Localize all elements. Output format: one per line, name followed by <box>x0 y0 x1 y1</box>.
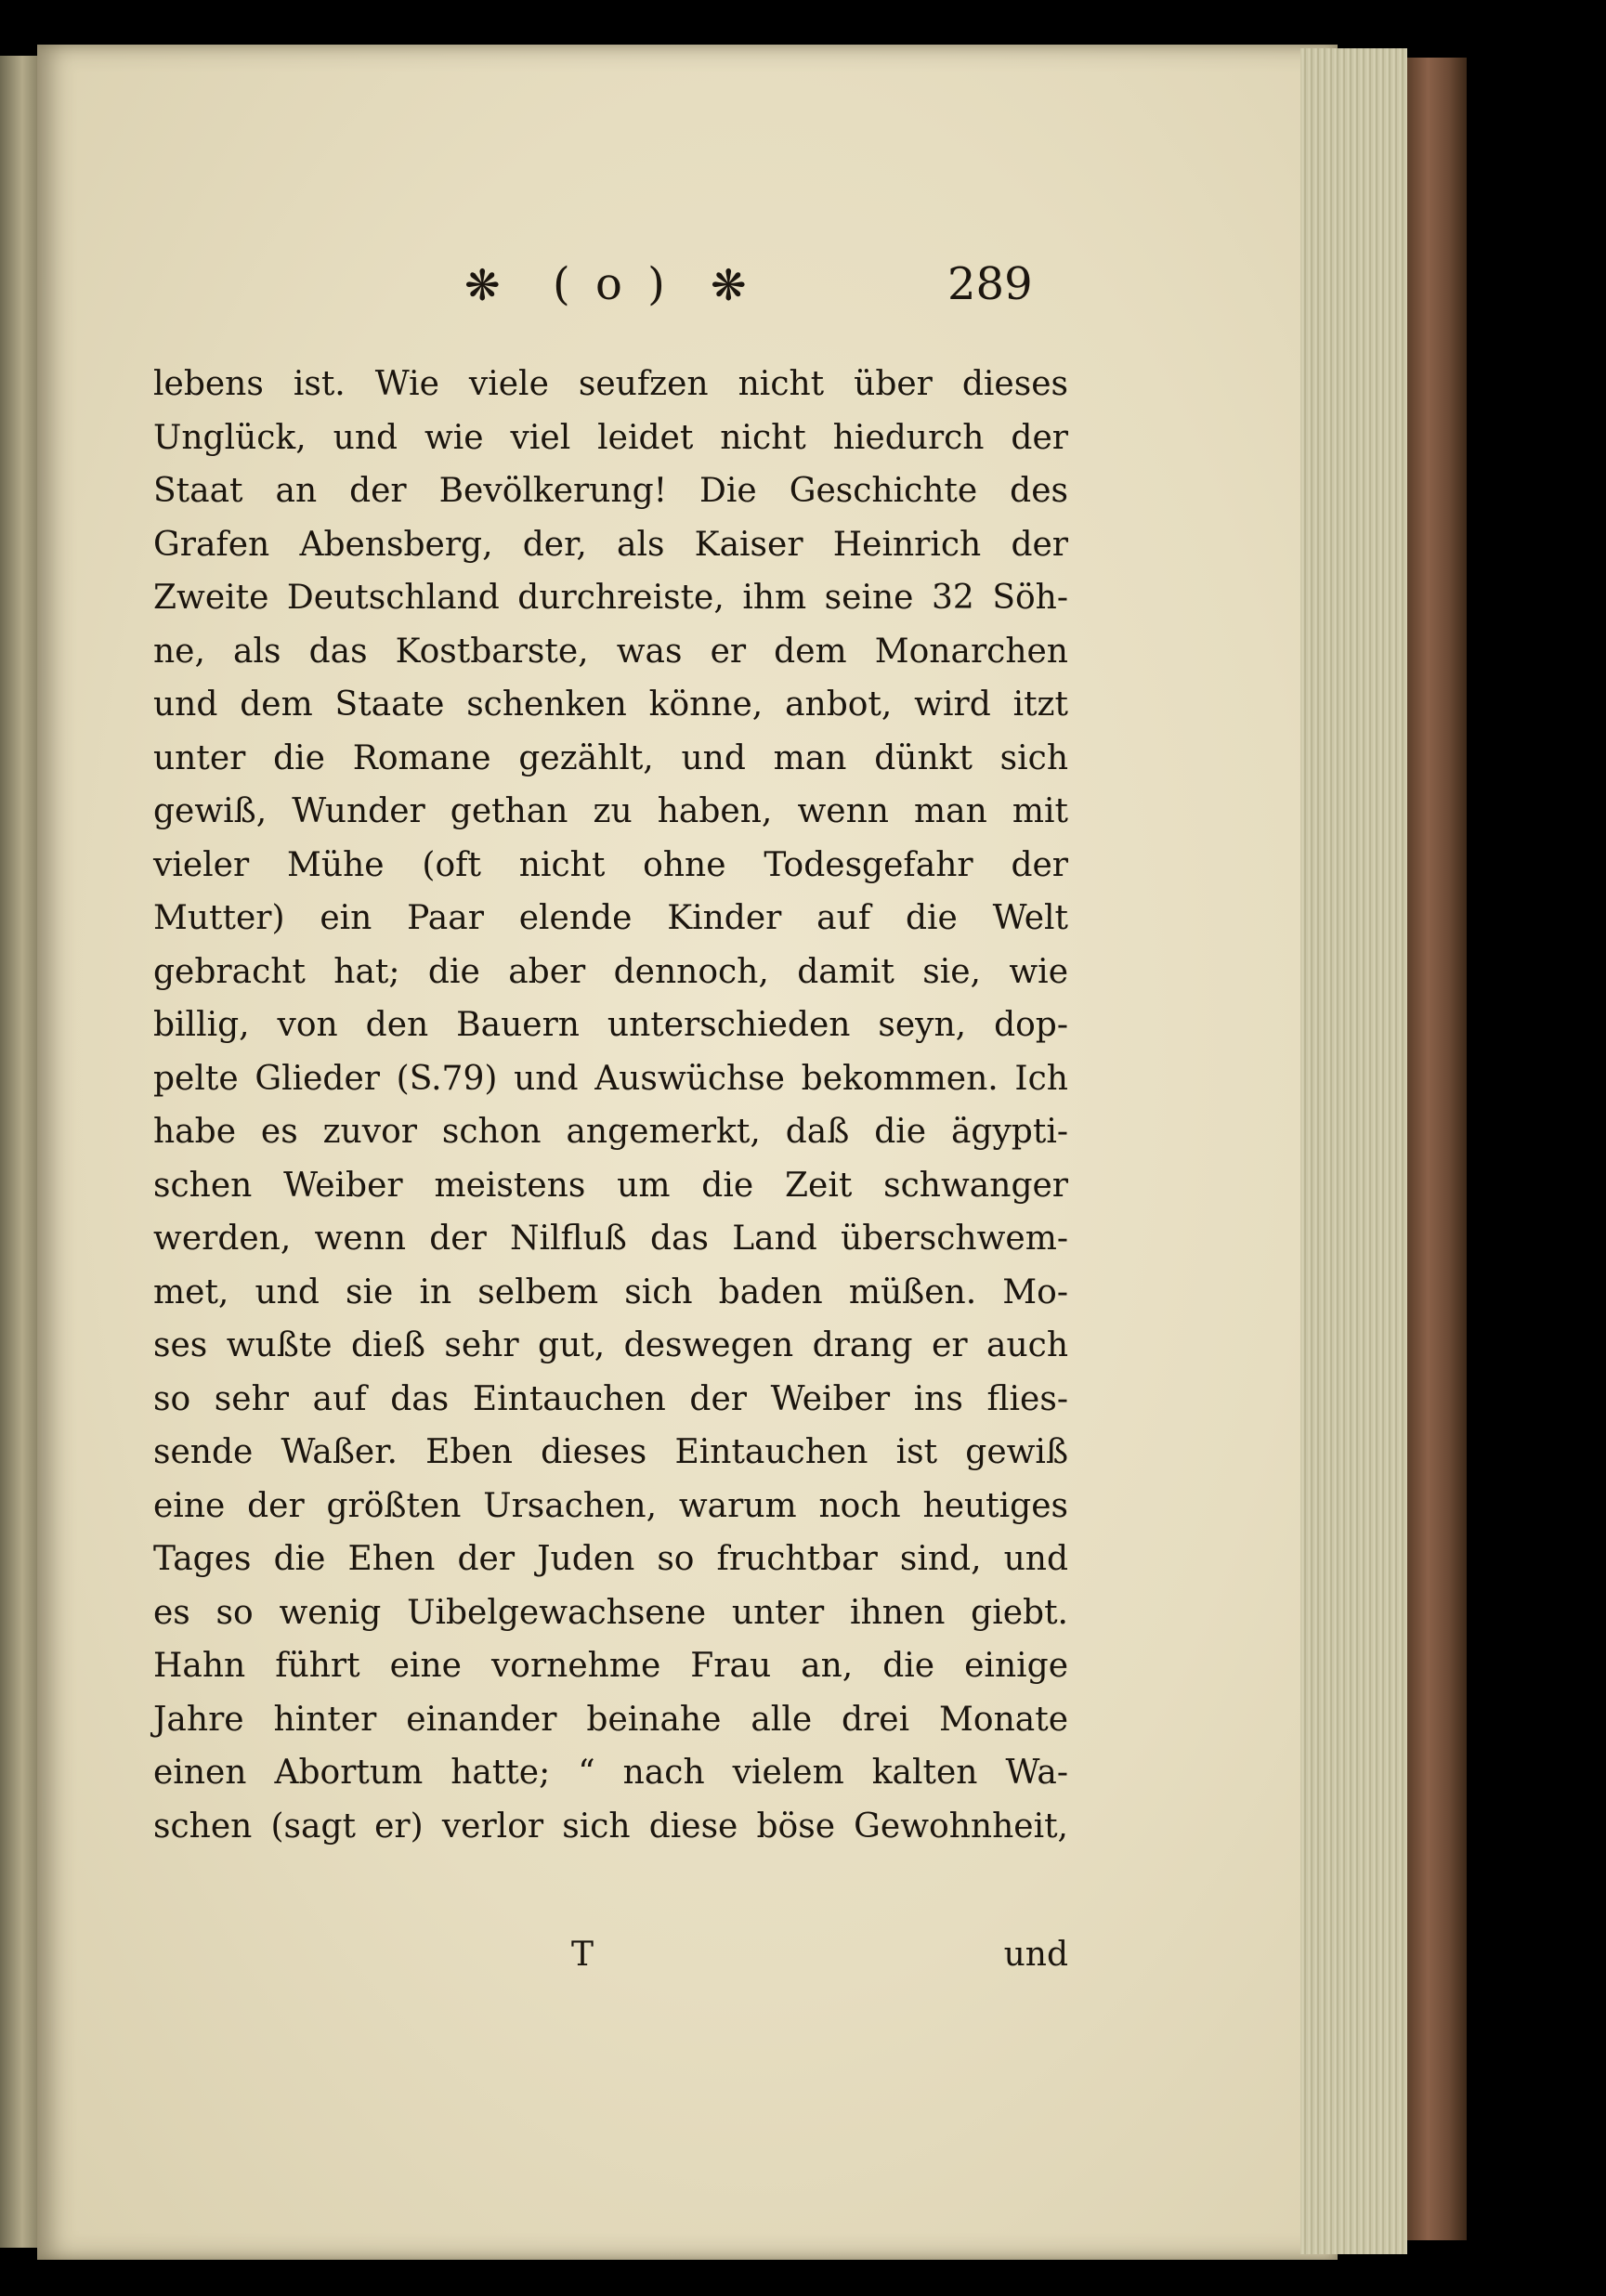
text-line: pelte Glieder (S.79) und Auswüchse bekommen. Ich <box>153 1059 1068 1098</box>
page-number: 289 <box>947 258 1033 310</box>
text-line: ses wußte dieß sehr gut, deswegen drang er auch <box>153 1326 1068 1364</box>
text-line: ne, als das Kostbarste, was er dem Monarchen <box>153 632 1068 671</box>
previous-page-edge <box>0 56 37 2248</box>
text-line: Tages die Ehen der Juden so fruchtbar sind, und <box>153 1540 1068 1578</box>
text-line: Mutter) ein Paar elende Kinder auf die Welt <box>153 899 1068 937</box>
catchword: und <box>1003 1936 1068 1974</box>
text-line: vieler Mühe (oft nicht ohne Todesgefahr der <box>153 845 1068 884</box>
body-text <box>153 358 1068 1853</box>
text-line: Hahn führt eine vornehme Frau an, die einige <box>153 1647 1068 1685</box>
text-line: Zweite Deutschland durchreiste, ihm seine 32 Söh- <box>153 579 1068 617</box>
signature-mark: T <box>571 1936 594 1974</box>
ornament-right-icon: ❋ <box>711 260 747 310</box>
text-line: es so wenig Uibelgewachsene unter ihnen giebt. <box>153 1593 1068 1632</box>
text-line: Grafen Abensberg, der, als Kaiser Heinrich der <box>153 525 1068 564</box>
text-line: lebens ist. Wie viele seufzen nicht über dieses <box>153 365 1068 403</box>
book-cover-edge <box>1407 58 1467 2240</box>
running-head-signature: ( o ) <box>553 258 671 310</box>
footer-line <box>153 1927 1068 1983</box>
text-line: und dem Staate schenken könne, anbot, wird itzt <box>153 685 1068 724</box>
running-head <box>464 249 1077 323</box>
text-line: eine der größten Ursachen, warum noch heutiges <box>153 1486 1068 1525</box>
text-line: habe es zuvor schon angemerkt, daß die ägypti- <box>153 1113 1068 1151</box>
text-line: einen Abortum hatte; “ nach vielem kalten Wa- <box>153 1754 1068 1792</box>
text-line: schen Weiber meistens um die Zeit schwanger <box>153 1166 1068 1205</box>
text-line: gewiß, Wunder gethan zu haben, wenn man mit <box>153 792 1068 830</box>
ornament-left-icon: ❋ <box>464 260 501 310</box>
text-line: schen (sagt er) verlor sich diese böse Gewohnheit, <box>153 1807 1068 1846</box>
text-line: billig, von den Bauern unterschieden seyn, dop- <box>153 1006 1068 1044</box>
text-line: met, und sie in selbem sich baden müßen. Mo- <box>153 1272 1068 1311</box>
text-line: Staat an der Bevölkerung! Die Geschichte des <box>153 472 1068 510</box>
text-line: sende Waßer. Eben dieses Eintauchen ist gewiß <box>153 1433 1068 1471</box>
text-line: unter die Romane gezählt, und man dünkt sich <box>153 738 1068 777</box>
text-line: werden, wenn der Nilfluß das Land überschwem- <box>153 1220 1068 1258</box>
text-line: Unglück, und wie viel leidet nicht hiedurch der <box>153 418 1068 457</box>
text-line: gebracht hat; die aber dennoch, damit sie, wie <box>153 952 1068 991</box>
text-line: so sehr auf das Eintauchen der Weiber ins flies- <box>153 1379 1068 1418</box>
page-block-edges <box>1300 48 1407 2254</box>
text-line: Jahre hinter einander beinahe alle drei Monate <box>153 1700 1068 1739</box>
